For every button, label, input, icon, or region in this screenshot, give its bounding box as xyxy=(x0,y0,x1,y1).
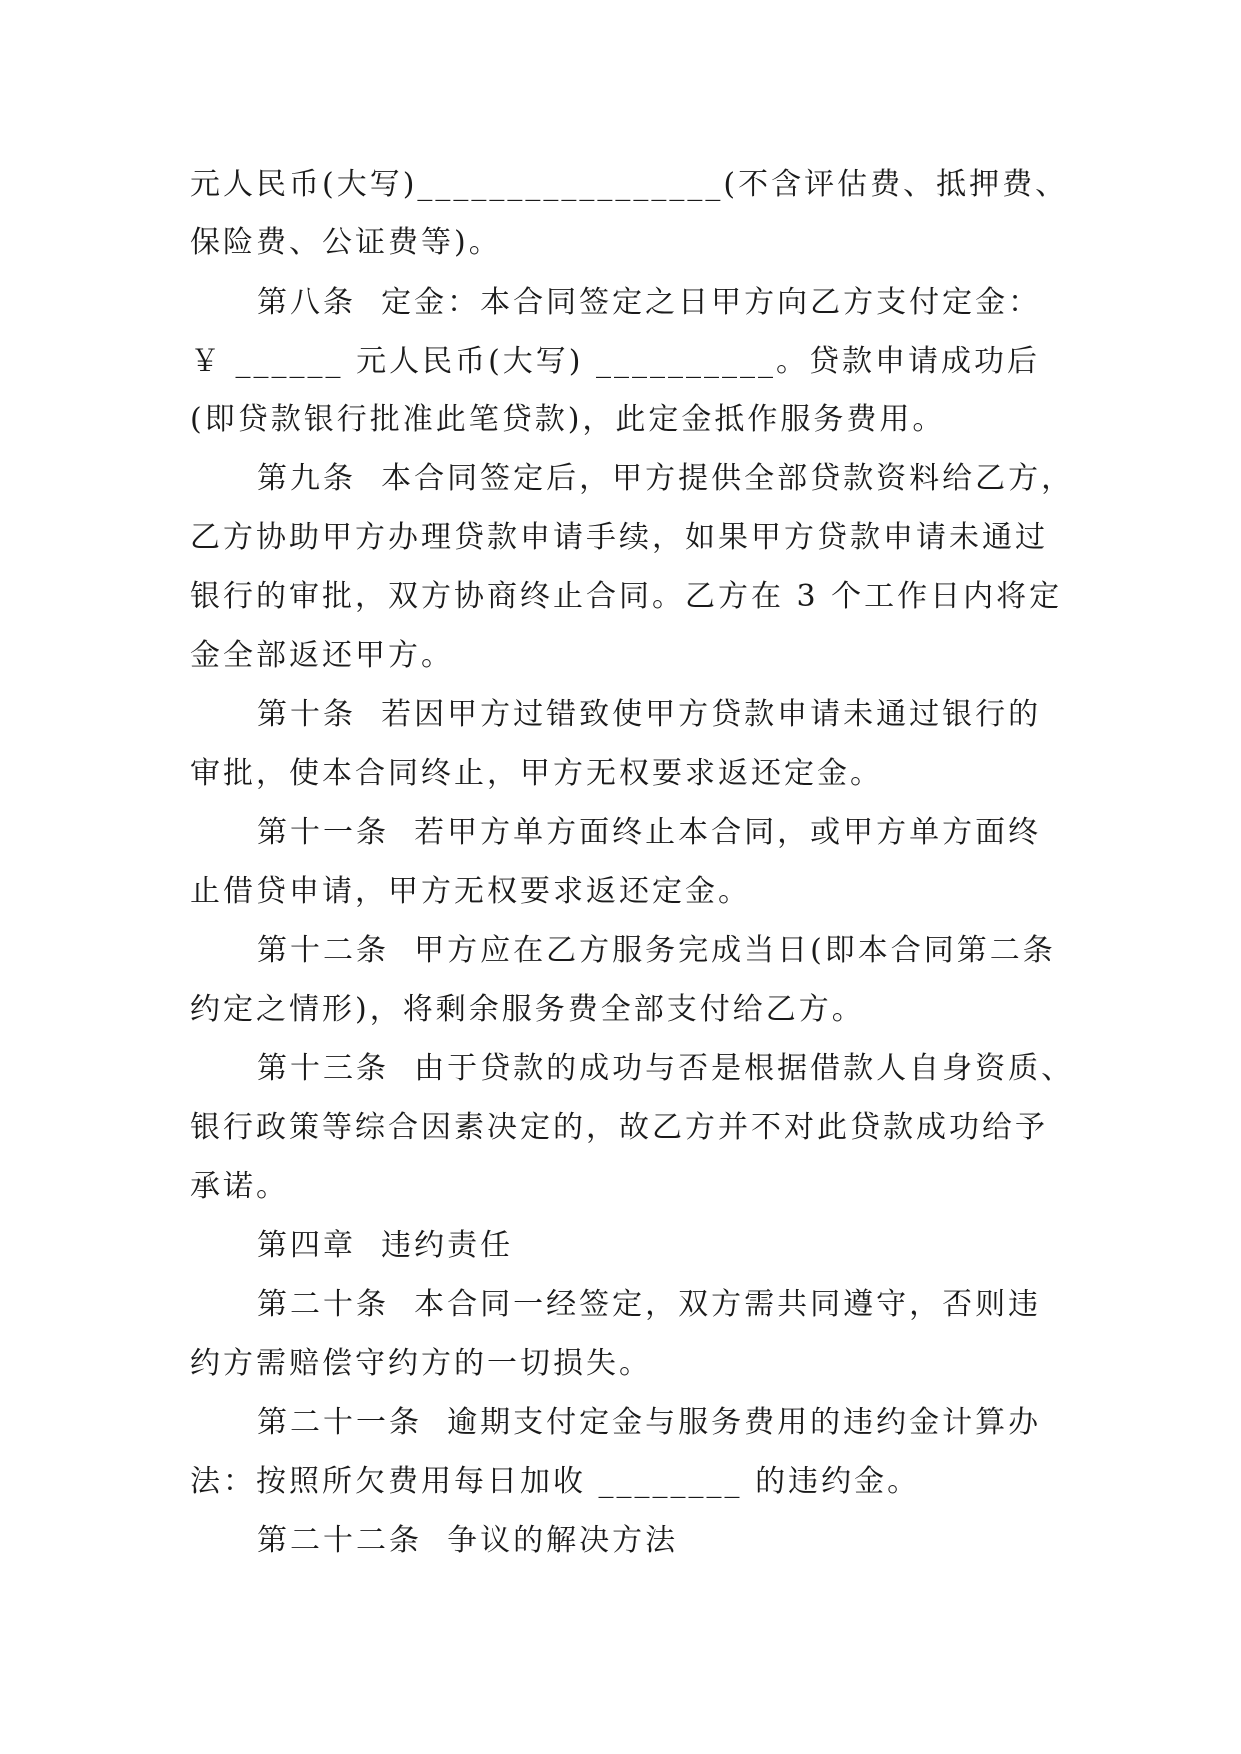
text-line: 约方需赔偿守约方的一切损失。 xyxy=(190,1346,652,1381)
article-9-heading: 第九条 本合同签定后，甲方提供全部贷款资料给乙方， xyxy=(257,461,1075,496)
article-10-heading: 第十条 若因甲方过错致使甲方贷款申请未通过银行的 xyxy=(257,697,1042,732)
text-line: 保险费、公证费等)。 xyxy=(190,225,502,260)
text-line: 元人民币(大写)_________________(不含评估费、抵押费、 xyxy=(190,167,1069,202)
text-line: 止借贷申请，甲方无权要求返还定金。 xyxy=(190,874,751,909)
text-line: 审批，使本合同终止，甲方无权要求返还定金。 xyxy=(190,756,883,791)
chapter-4-heading: 第四章 违约责任 xyxy=(257,1228,514,1263)
text-line: 承诺。 xyxy=(190,1169,289,1204)
text-line: 金全部返还甲方。 xyxy=(190,638,454,673)
article-12-heading: 第十二条 甲方应在乙方服务完成当日(即本合同第二条 xyxy=(257,933,1056,968)
text-line: ￥ ______ 元人民币(大写) __________。贷款申请成功后 xyxy=(190,344,1041,379)
article-22-heading: 第二十二条 争议的解决方法 xyxy=(257,1523,679,1558)
text-line: 约定之情形)，将剩余服务费全部支付给乙方。 xyxy=(190,992,865,1027)
article-11-heading: 第十一条 若甲方单方面终止本合同，或甲方单方面终 xyxy=(257,815,1042,850)
article-13-heading: 第十三条 由于贷款的成功与否是根据借款人自身资质、 xyxy=(257,1051,1075,1086)
text-line: 乙方协助甲方办理贷款申请手续，如果甲方贷款申请未通过 xyxy=(190,520,1048,555)
text-line: 法：按照所欠费用每日加收 ________ 的违约金。 xyxy=(190,1464,921,1499)
text-line: (即贷款银行批准此笔贷款)，此定金抵作服务费用。 xyxy=(190,402,946,437)
article-8-heading: 第八条 定金：本合同签定之日甲方向乙方支付定金： xyxy=(257,285,1042,320)
text-line: 银行政策等综合因素决定的，故乙方并不对此贷款成功给予 xyxy=(190,1110,1048,1145)
article-21-heading: 第二十一条 逾期支付定金与服务费用的违约金计算办 xyxy=(257,1405,1042,1440)
text-line: 银行的审批，双方协商终止合同。乙方在 3 个工作日内将定 xyxy=(190,579,1063,614)
article-20-heading: 第二十条 本合同一经签定，双方需共同遵守，否则违 xyxy=(257,1287,1042,1322)
